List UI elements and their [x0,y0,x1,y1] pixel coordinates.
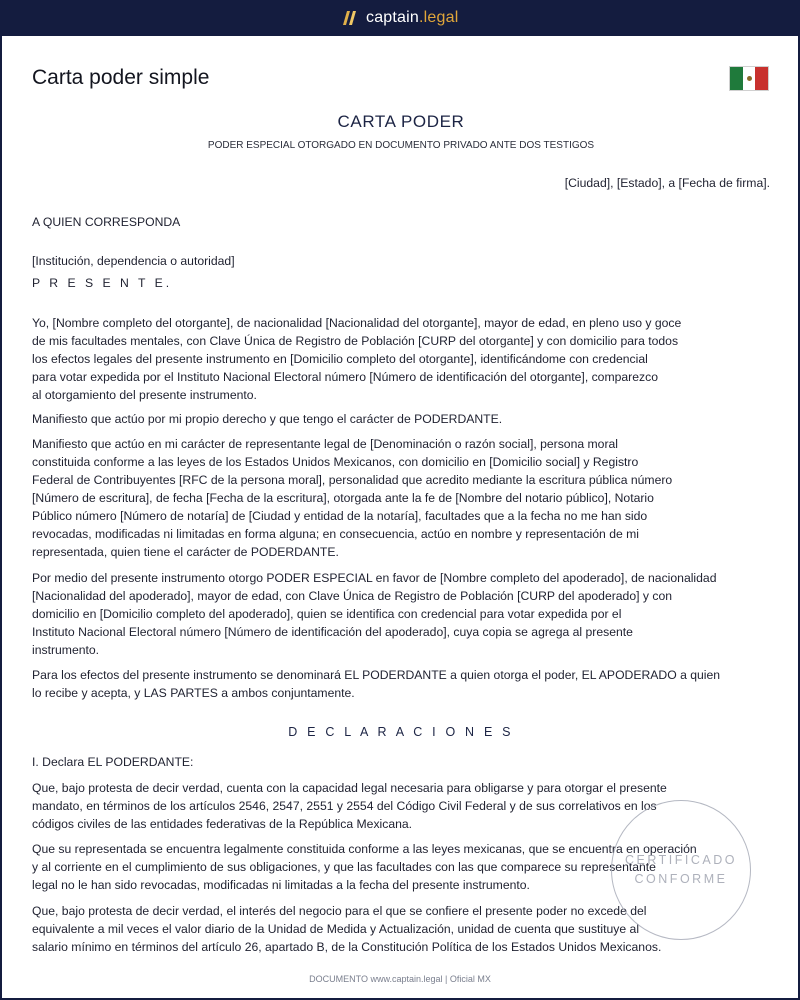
paragraph-otorgante [32,314,770,404]
stamp-line-1: CERTIFICADO [625,853,737,867]
place-date: [Ciudad], [Estado], a [Fecha de firma]. [564,176,770,190]
paragraph-line: equivalente a mil veces el valor diario de la Unidad de Medida y Actualización, unidad de cuenta que sustituye al [32,922,640,936]
paragraph-line: Que, bajo protesta de decir verdad, el interés del negocio para el que se confiere el presente poder no excede del [32,904,647,918]
paragraph-line: Instituto Nacional Electoral número [Número de identificación del apoderado], cuya copia se agrega al presente [32,625,633,639]
paragraph-line: Por medio del presente instrumento otorgo PODER ESPECIAL en favor de [Nombre completo del apoderado], de nacionalidad [32,571,717,585]
paragraph-line: legal no le han sido revocadas, modificadas ni limitadas a la fecha del presente instrumento. [32,878,530,892]
paragraph-line: Para los efectos del presente instrumento se denominará EL PODERDANTE a quien otorga el poder, EL APODERADO a quien [32,668,721,682]
paragraph-line: salario mínimo en términos del artículo 26, apartado B, de la Constitución Política de los Estados Unidos Mexicanos. [32,940,662,954]
paragraph-line: para votar expedida por el Instituto Nacional Electoral número [Número de identificación del otorgante], comparezco [32,370,658,384]
declara-heading: I. Declara EL PODERDANTE: [32,755,194,769]
certification-stamp [611,800,751,940]
paragraph-line: los efectos legales del presente instrumento en [Domicilio completo del otorgante], identificándome con credencial [32,352,648,366]
paragraph-line: representada, quien tiene el carácter de PODERDANTE. [32,545,339,559]
paragraph-line: Yo, [Nombre completo del otorgante], de nacionalidad [Nacionalidad del otorgante], mayor de edad, en pleno uso y goce [32,316,682,330]
paragraph-definiciones [32,666,770,702]
paragraph-line: Público número [Número de notaría] de [Ciudad y entidad de la notaría], facultades que a la fecha no me han sido [32,509,648,523]
presente: P R E S E N T E. [32,276,173,290]
letter-title: CARTA PODER [337,112,465,131]
paragraph-line: de mis facultades mentales, con Clave Única de Registro de Población [CURP del otorgante] y con domicilio para todos [32,334,679,348]
paragraph-line: Que su representada se encuentra legalmente constituida conforme a las leyes mexicanas, que se encuentra en operación [32,842,697,856]
brand-name-suffix: .legal [419,9,459,26]
letter-subtitle: PODER ESPECIAL OTORGADO EN DOCUMENTO PRIVADO ANTE DOS TESTIGOS [207,140,595,151]
declaraciones-heading: D E C L A R A C I O N E S [288,725,514,739]
institution: [Institución, dependencia o autoridad] [32,254,235,268]
paragraph-line: instrumento. [32,643,100,657]
stamp-line-2: CONFORME [634,872,728,886]
paragraph-line: y al corriente en el cumplimiento de sus obligaciones, y que las facultades con las que comparece su representante [32,860,656,874]
paragraph-representante [32,435,770,561]
paragraph-line: [Número de escritura], de fecha [Fecha de la escritura], otorgada ante la fe de [Nombre del notario público], Notario [32,491,654,505]
page-title: Carta poder simple [32,66,210,89]
paragraph-line: códigos civiles de las entidades federativas de la República Mexicana. [32,817,413,831]
paragraph-line: Manifiesto que actúo por mi propio derecho y que tengo el carácter de PODERDANTE. [32,412,503,426]
paragraph-poder-especial [32,569,770,659]
salutation: A QUIEN CORRESPONDA [32,215,181,229]
paragraph-line: constituida conforme a las leyes de los Estados Unidos Mexicanos, con domicilio en [Domicilio social] y Registro [32,455,639,469]
paragraph-line: mandato, en términos de los artículos 2546, 2547, 2551 y 2554 del Código Civil Federal y de sus correlativos en los [32,799,657,813]
brand-name-main: captain [366,9,419,26]
paragraph-line: Federal de Contribuyentes [RFC de la persona moral], personalidad que acredito mediante la escritura pública número [32,473,673,487]
paragraph-line: domicilio en [Domicilio completo del apoderado], quien se identifica con credencial para votar expedida por el [32,607,622,621]
paragraph-line: revocadas, modificadas ni limitadas en forma alguna; en consecuencia, actúo en nombre y representación de mi [32,527,640,541]
paragraph-line: [Nacionalidad del apoderado], mayor de edad, con Clave Única de Registro de Población [CURP del apoderado] y con [32,589,673,603]
paragraph-line: Que, bajo protesta de decir verdad, cuenta con la capacidad legal necesaria para obligarse y para otorgar el presente [32,781,667,795]
footer: DOCUMENTO www.captain.legal | Oficial MX [309,974,491,984]
paragraph-line: Manifiesto que actúo en mi carácter de representante legal de [Denominación o razón social], persona moral [32,437,619,451]
paragraph-line: al otorgamiento del presente instrumento. [32,388,257,402]
paragraph-line: lo recibe y acepta, y LAS PARTES a ambos conjuntamente. [32,686,355,700]
paragraph-propio-derecho [32,410,770,428]
